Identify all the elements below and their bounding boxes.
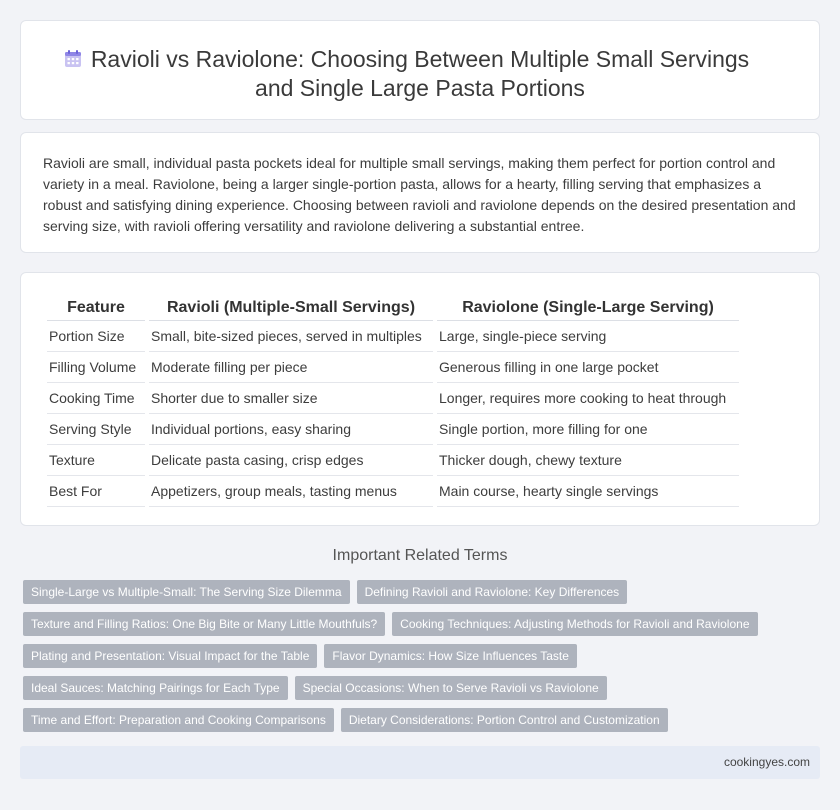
related-tag[interactable]: Single-Large vs Multiple-Small: The Serving Size Dilemma — [23, 580, 350, 604]
intro-card — [20, 132, 820, 253]
related-tag[interactable]: Ideal Sauces: Matching Pairings for Each Type — [23, 676, 288, 700]
header-ravioli: Ravioli (Multiple-Small Servings) — [149, 295, 433, 321]
raviolone-cell: Large, single-piece serving — [437, 321, 739, 352]
related-tags-row — [23, 676, 607, 700]
table-row — [47, 445, 739, 476]
feature-cell: Best For — [47, 476, 145, 507]
feature-cell: Portion Size — [47, 321, 145, 352]
related-tag[interactable]: Time and Effort: Preparation and Cooking Comparisons — [23, 708, 334, 732]
feature-cell: Texture — [47, 445, 145, 476]
table-row — [47, 321, 739, 352]
title-card — [20, 20, 820, 120]
ravioli-cell: Individual portions, easy sharing — [149, 414, 433, 445]
comparison-table — [43, 295, 743, 507]
header-feature: Feature — [47, 295, 145, 321]
ravioli-cell: Appetizers, group meals, tasting menus — [149, 476, 433, 507]
related-tags-row — [23, 708, 668, 732]
table-row — [47, 352, 739, 383]
feature-cell: Cooking Time — [47, 383, 145, 414]
related-tags-row — [23, 580, 627, 604]
ravioli-cell: Shorter due to smaller size — [149, 383, 433, 414]
raviolone-cell: Single portion, more filling for one — [437, 414, 739, 445]
table-row — [47, 383, 739, 414]
comparison-card — [20, 272, 820, 526]
ravioli-cell: Small, bite-sized pieces, served in multiples — [149, 321, 433, 352]
related-terms-heading: Important Related Terms — [332, 547, 508, 564]
raviolone-cell: Thicker dough, chewy texture — [437, 445, 739, 476]
related-tag[interactable]: Plating and Presentation: Visual Impact for the Table — [23, 644, 317, 668]
raviolone-cell: Longer, requires more cooking to heat through — [437, 383, 739, 414]
ravioli-cell: Delicate pasta casing, crisp edges — [149, 445, 433, 476]
related-tags-row — [23, 644, 577, 668]
related-tags-row — [23, 612, 758, 636]
feature-cell: Serving Style — [47, 414, 145, 445]
site-name[interactable]: cookingyes.com — [723, 755, 810, 769]
table-row — [47, 414, 739, 445]
page-title: Ravioli vs Raviolone: Choosing Between Multiple Small Servings and Single Large Pasta Portions — [90, 46, 750, 101]
related-tag[interactable]: Texture and Filling Ratios: One Big Bite or Many Little Mouthfuls? — [23, 612, 385, 636]
intro-paragraph: Ravioli are small, individual pasta pockets ideal for multiple small servings, making them perfect for portion control and variety in a meal. Raviolone, being a larger single-portion pasta, allows for a hearty, filling serving that emphasizes a robust and satisfying dining experience. Choosing between ravioli and raviolone depends on the desired presentation and serving size, with ravioli offering versatility and raviolone delivering a substantial entree. — [43, 155, 796, 234]
ravioli-cell: Moderate filling per piece — [149, 352, 433, 383]
table-row — [47, 476, 739, 507]
related-tag[interactable]: Cooking Techniques: Adjusting Methods for Ravioli and Raviolone — [392, 612, 757, 636]
footer — [20, 746, 820, 779]
raviolone-cell: Generous filling in one large pocket — [437, 352, 739, 383]
feature-cell: Filling Volume — [47, 352, 145, 383]
header-raviolone: Raviolone (Single-Large Serving) — [437, 295, 739, 321]
related-tag[interactable]: Flavor Dynamics: How Size Influences Taste — [324, 644, 577, 668]
related-tag[interactable]: Dietary Considerations: Portion Control and Customization — [341, 708, 668, 732]
related-tag[interactable]: Special Occasions: When to Serve Ravioli vs Raviolone — [295, 676, 607, 700]
table-header-row — [47, 295, 739, 321]
related-tag[interactable]: Defining Ravioli and Raviolone: Key Differences — [357, 580, 628, 604]
raviolone-cell: Main course, hearty single servings — [437, 476, 739, 507]
